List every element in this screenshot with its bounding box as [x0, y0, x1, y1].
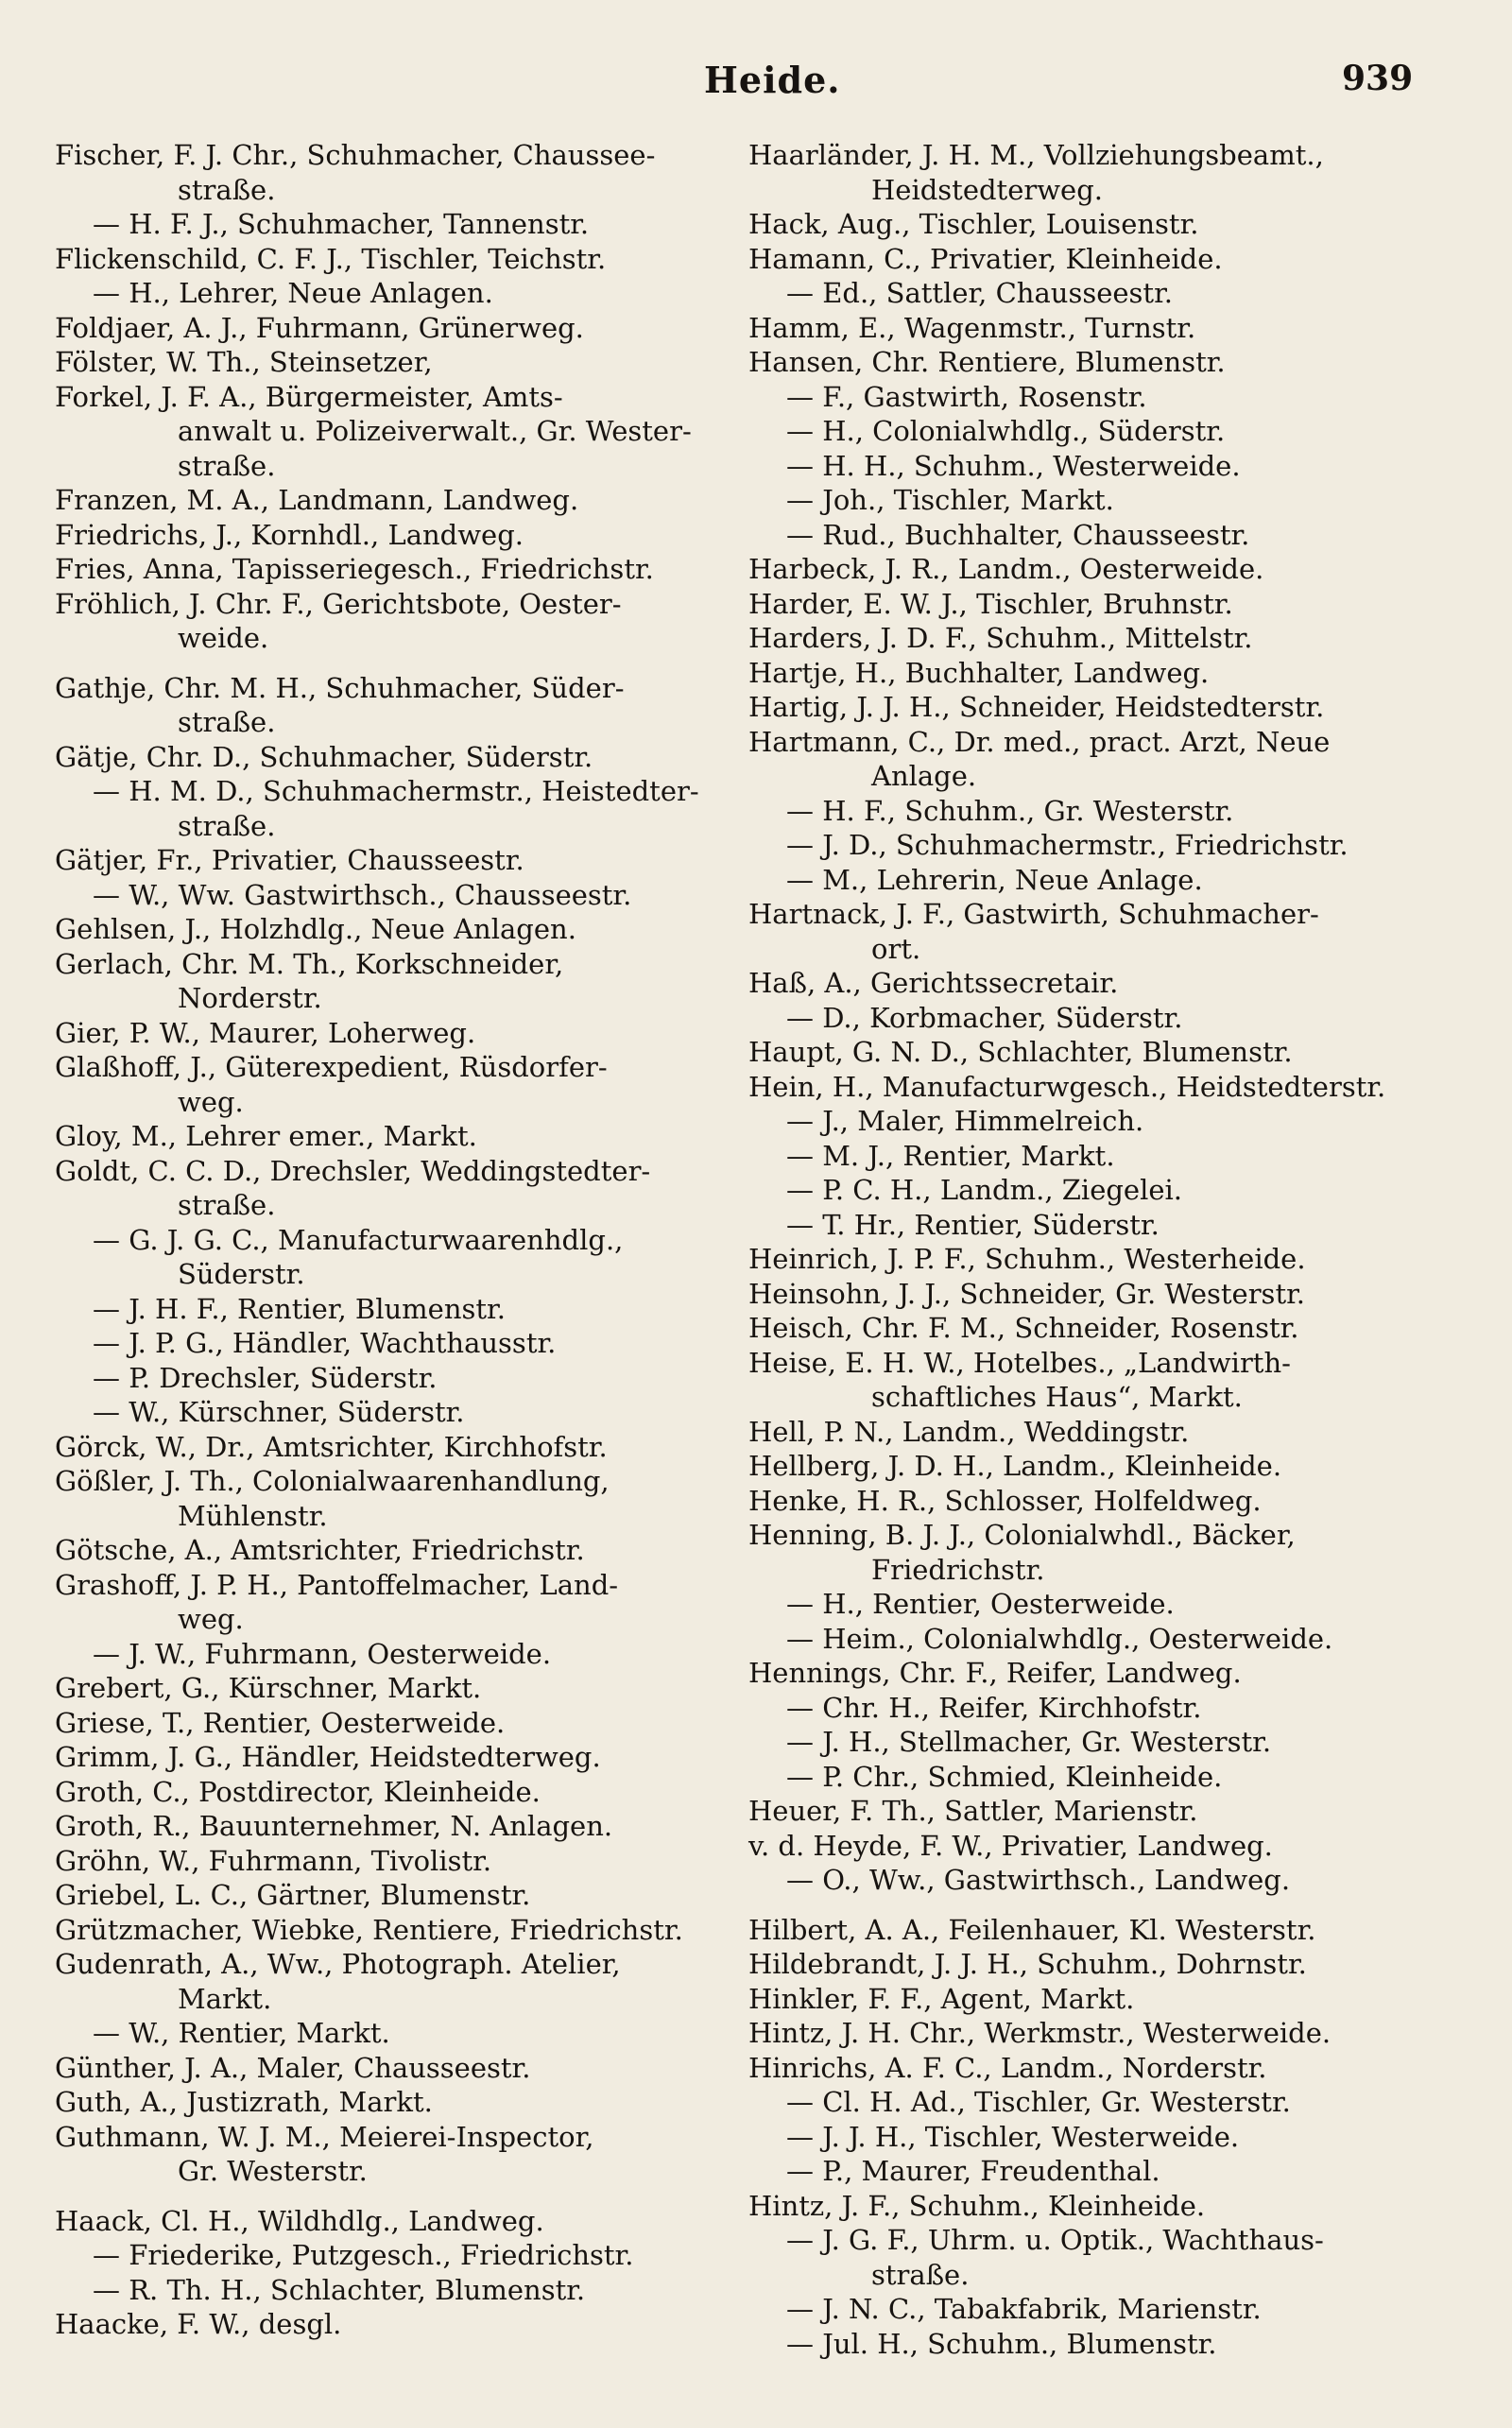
directory-entry: Gr. Westerstr. [178, 2155, 368, 2187]
directory-entry: anwalt u. Polizeiverwalt., Gr. Wester- [178, 415, 692, 447]
directory-entry: — M. J., Rentier, Markt. [786, 1139, 1115, 1172]
directory-entry: Hilbert, A. A., Feilenhauer, Kl. Westerstr. [748, 1913, 1316, 1946]
directory-entry: Henning, B. J. J., Colonialwhdl., Bäcker, [748, 1519, 1296, 1551]
directory-entry: straße. [178, 809, 276, 842]
directory-entry: Glaßhoff, J., Güterexpedient, Rüsdorfer- [55, 1051, 608, 1083]
directory-entry: Süderstr. [178, 1258, 305, 1290]
directory-entry: Gätjer, Fr., Privatier, Chausseestr. [55, 844, 524, 876]
directory-entry: Guth, A., Justizrath, Markt. [55, 2086, 433, 2118]
directory-entry: Hamm, E., Wagenmstr., Turnstr. [748, 311, 1196, 344]
directory-entry: straße. [178, 1189, 276, 1221]
directory-entry: Hartmann, C., Dr. med., pract. Arzt, Neue [748, 725, 1331, 758]
directory-entry: weg. [178, 1603, 244, 1635]
directory-entry: Gerlach, Chr. M. Th., Korkschneider, [55, 947, 564, 980]
directory-entry: Griebel, L. C., Gärtner, Blumenstr. [55, 1879, 531, 1911]
directory-entry: Haack, Cl. H., Wildhdlg., Landweg. [55, 2204, 544, 2237]
directory-entry: Fischer, F. J. Chr., Schuhmacher, Chaussee- [55, 139, 656, 171]
directory-entry: Gathje, Chr. M. H., Schuhmacher, Süder- [55, 671, 625, 704]
directory-entry: — H., Colonialwhdlg., Süderstr. [786, 415, 1226, 447]
directory-entry: — R. Th. H., Schlachter, Blumenstr. [93, 2273, 586, 2306]
directory-entry: — W., Ww. Gastwirthsch., Chausseestr. [93, 878, 632, 911]
directory-entry: — Jul. H., Schuhm., Blumenstr. [786, 2327, 1217, 2360]
directory-entry: — J., Maler, Himmelreich. [786, 1105, 1144, 1137]
directory-entry: Heise, E. H. W., Hotelbes., „Landwirth- [748, 1346, 1291, 1379]
directory-entry: Mühlenstr. [178, 1499, 328, 1532]
directory-entry: Haupt, G. N. D., Schlachter, Blumenstr. [748, 1036, 1293, 1068]
directory-entry: Henke, H. R., Schlosser, Holfeldweg. [748, 1484, 1262, 1517]
directory-entry: straße. [871, 2258, 970, 2291]
directory-entry: Hamann, C., Privatier, Kleinheide. [748, 242, 1223, 275]
directory-entry: — H., Rentier, Oesterweide. [786, 1588, 1175, 1620]
directory-entry: — W., Kürschner, Süderstr. [93, 1396, 465, 1428]
directory-entry: Norderstr. [178, 982, 322, 1014]
directory-entry: Günther, J. A., Maler, Chausseestr. [55, 2051, 531, 2084]
directory-entry: — J. N. C., Tabakfabrik, Marienstr. [786, 2293, 1262, 2325]
directory-entry: Haarländer, J. H. M., Vollziehungsbeamt., [748, 139, 1324, 171]
directory-entry: weg. [178, 1085, 244, 1118]
directory-entry: Heinsohn, J. J., Schneider, Gr. Westerstr. [748, 1277, 1305, 1310]
directory-entry: — J. D., Schuhmachermstr., Friedrichstr. [786, 829, 1349, 861]
directory-entry: Gudenrath, A., Ww., Photograph. Atelier, [55, 1948, 621, 1980]
directory-entry: — P., Maurer, Freudenthal. [786, 2155, 1160, 2187]
page-header [0, 59, 1512, 112]
directory-entry: Hansen, Chr. Rentiere, Blumenstr. [748, 346, 1226, 378]
directory-entry: Groth, R., Bauunternehmer, N. Anlagen. [55, 1810, 613, 1842]
directory-entry: — H. M. D., Schuhmachermstr., Heistedter- [93, 775, 699, 807]
directory-entry: Gehlsen, J., Holzhdlg., Neue Anlagen. [55, 913, 576, 945]
directory-entry: Goldt, C. C. D., Drechsler, Weddingstedter- [55, 1154, 651, 1187]
directory-entry: Görck, W., Dr., Amtsrichter, Kirchhofstr. [55, 1430, 608, 1463]
directory-entry: Anlage. [871, 760, 977, 792]
directory-entry: — Ed., Sattler, Chausseestr. [786, 277, 1173, 309]
directory-entry: ort. [871, 932, 921, 965]
directory-entry: straße. [178, 449, 276, 482]
directory-entry: Gröhn, W., Fuhrmann, Tivolistr. [55, 1844, 492, 1877]
directory-entry: Hein, H., Manufacturwgesch., Heidstedterstr. [748, 1070, 1386, 1103]
directory-entry: — J. G. F., Uhrm. u. Optik., Wachthaus- [786, 2224, 1324, 2256]
directory-entry: straße. [178, 706, 276, 738]
page-number: 939 [1342, 59, 1414, 98]
directory-entry: — J. H. F., Rentier, Blumenstr. [93, 1292, 506, 1325]
directory-entry: — F., Gastwirth, Rosenstr. [786, 380, 1147, 413]
directory-entry: Foldjaer, A. J., Fuhrmann, Grünerweg. [55, 311, 584, 344]
directory-entry: Hack, Aug., Tischler, Louisenstr. [748, 208, 1199, 240]
directory-entry: — Friederike, Putzgesch., Friedrichstr. [93, 2239, 634, 2271]
directory-entry: Gößler, J. Th., Colonialwaarenhandlung, [55, 1465, 610, 1497]
directory-entry: — Chr. H., Reifer, Kirchhofstr. [786, 1691, 1202, 1724]
directory-entry: Götsche, A., Amtsrichter, Friedrichstr. [55, 1534, 585, 1566]
directory-entry: — J. H., Stellmacher, Gr. Westerstr. [786, 1726, 1272, 1758]
directory-entry: Fölster, W. Th., Steinsetzer, [55, 346, 433, 378]
directory-entry: — T. Hr., Rentier, Süderstr. [786, 1208, 1160, 1241]
directory-entry: Grebert, G., Kürschner, Markt. [55, 1672, 482, 1704]
left-column [55, 138, 735, 2342]
directory-entry: Gier, P. W., Maurer, Loherweg. [55, 1016, 476, 1049]
directory-entry: Harder, E. W. J., Tischler, Bruhnstr. [748, 587, 1233, 620]
directory-entry: — G. J. G. C., Manufacturwaarenhdlg., [93, 1223, 624, 1256]
directory-entry: Haß, A., Gerichtssecretair. [748, 967, 1119, 999]
directory-entry: Hildebrandt, J. J. H., Schuhm., Dohrnstr. [748, 1948, 1307, 1980]
directory-entry: Harders, J. D. F., Schuhm., Mittelstr. [748, 622, 1253, 654]
directory-entry: Heidstedterweg. [871, 173, 1103, 206]
directory-entry: — M., Lehrerin, Neue Anlage. [786, 863, 1203, 896]
directory-entry: — H., Lehrer, Neue Anlagen. [93, 277, 493, 309]
directory-entry: Franzen, M. A., Landmann, Landweg. [55, 484, 579, 516]
directory-entry: — P. C. H., Landm., Ziegelei. [786, 1174, 1183, 1206]
directory-entry: — O., Ww., Gastwirthsch., Landweg. [786, 1864, 1291, 1896]
directory-entry: Harbeck, J. R., Landm., Oesterweide. [748, 553, 1264, 585]
directory-entry: Groth, C., Postdirector, Kleinheide. [55, 1775, 541, 1808]
directory-entry: — P. Chr., Schmied, Kleinheide. [786, 1760, 1223, 1793]
directory-entry: — J. W., Fuhrmann, Oesterweide. [93, 1637, 552, 1670]
directory-entry: Grashoff, J. P. H., Pantoffelmacher, Land- [55, 1568, 619, 1601]
directory-entry: weide. [178, 622, 269, 654]
directory-entry: Hellberg, J. D. H., Landm., Kleinheide. [748, 1450, 1282, 1482]
directory-entry: Hartnack, J. F., Gastwirth, Schuhmacher- [748, 898, 1319, 930]
directory-entry: Hintz, J. H. Chr., Werkmstr., Westerweide. [748, 2017, 1332, 2049]
directory-entry: Grimm, J. G., Händler, Heidstedterweg. [55, 1741, 601, 1773]
directory-entry: — Cl. H. Ad., Tischler, Gr. Westerstr. [786, 2086, 1291, 2118]
directory-entry: Haacke, F. W., desgl. [55, 2308, 342, 2340]
directory-entry: Hartig, J. J. H., Schneider, Heidstedterstr. [748, 691, 1325, 723]
directory-entry: Hell, P. N., Landm., Weddingstr. [748, 1415, 1190, 1448]
directory-entry: v. d. Heyde, F. W., Privatier, Landweg. [748, 1829, 1273, 1862]
directory-entry: Hintz, J. F., Schuhm., Kleinheide. [748, 2189, 1206, 2222]
directory-entry: — H. H., Schuhm., Westerweide. [786, 449, 1241, 482]
directory-entry: Fröhlich, J. Chr. F., Gerichtsbote, Oester- [55, 587, 622, 620]
directory-entry: Griese, T., Rentier, Oesterweide. [55, 1706, 506, 1739]
directory-entry: — H. F., Schuhm., Gr. Westerstr. [786, 794, 1234, 827]
directory-entry: Heinrich, J. P. F., Schuhm., Westerheide. [748, 1243, 1306, 1275]
directory-entry: Forkel, J. F. A., Bürgermeister, Amts- [55, 380, 563, 413]
directory-entry: straße. [178, 173, 276, 206]
directory-entry: — Heim., Colonialwhdlg., Oesterweide. [786, 1622, 1333, 1655]
directory-entry: — J. J. H., Tischler, Westerweide. [786, 2120, 1240, 2153]
directory-entry: Friedrichs, J., Kornhdl., Landweg. [55, 518, 524, 551]
directory-entry: Heisch, Chr. F. M., Schneider, Rosenstr. [748, 1312, 1299, 1344]
directory-entry: Hartje, H., Buchhalter, Landweg. [748, 656, 1210, 689]
directory-entry: Heuer, F. Th., Sattler, Marienstr. [748, 1795, 1198, 1827]
directory-entry: — D., Korbmacher, Süderstr. [786, 1001, 1183, 1034]
directory-entry: Gätje, Chr. D., Schuhmacher, Süderstr. [55, 740, 593, 773]
directory-entry: Gloy, M., Lehrer emer., Markt. [55, 1120, 477, 1152]
directory-entry: Flickenschild, C. F. J., Tischler, Teichstr. [55, 242, 607, 275]
directory-entry: Hinrichs, A. F. C., Landm., Norderstr. [748, 2051, 1267, 2084]
directory-entry: Friedrichstr. [871, 1553, 1045, 1586]
directory-entry: — H. F. J., Schuhmacher, Tannenstr. [93, 208, 590, 240]
directory-entry: Markt. [178, 1982, 272, 2015]
directory-entry: Guthmann, W. J. M., Meierei-Inspector, [55, 2120, 594, 2153]
directory-entry: — Rud., Buchhalter, Chausseestr. [786, 518, 1250, 551]
directory-entry: Fries, Anna, Tapisseriegesch., Friedrichstr. [55, 553, 654, 585]
right-column [748, 138, 1429, 2361]
running-title: Heide. [704, 59, 841, 101]
directory-entry: — J. P. G., Händler, Wachthausstr. [93, 1327, 557, 1359]
directory-entry: Hinkler, F. F., Agent, Markt. [748, 1982, 1135, 2015]
directory-entry: — Joh., Tischler, Markt. [786, 484, 1114, 516]
directory-entry: Grützmacher, Wiebke, Rentiere, Friedrichstr. [55, 1913, 683, 1946]
directory-entry: — W., Rentier, Markt. [93, 2017, 390, 2049]
directory-entry: — P. Drechsler, Süderstr. [93, 1361, 438, 1394]
directory-entry: schaftliches Haus“, Markt. [871, 1381, 1243, 1413]
directory-entry: Hennings, Chr. F., Reifer, Landweg. [748, 1657, 1242, 1689]
